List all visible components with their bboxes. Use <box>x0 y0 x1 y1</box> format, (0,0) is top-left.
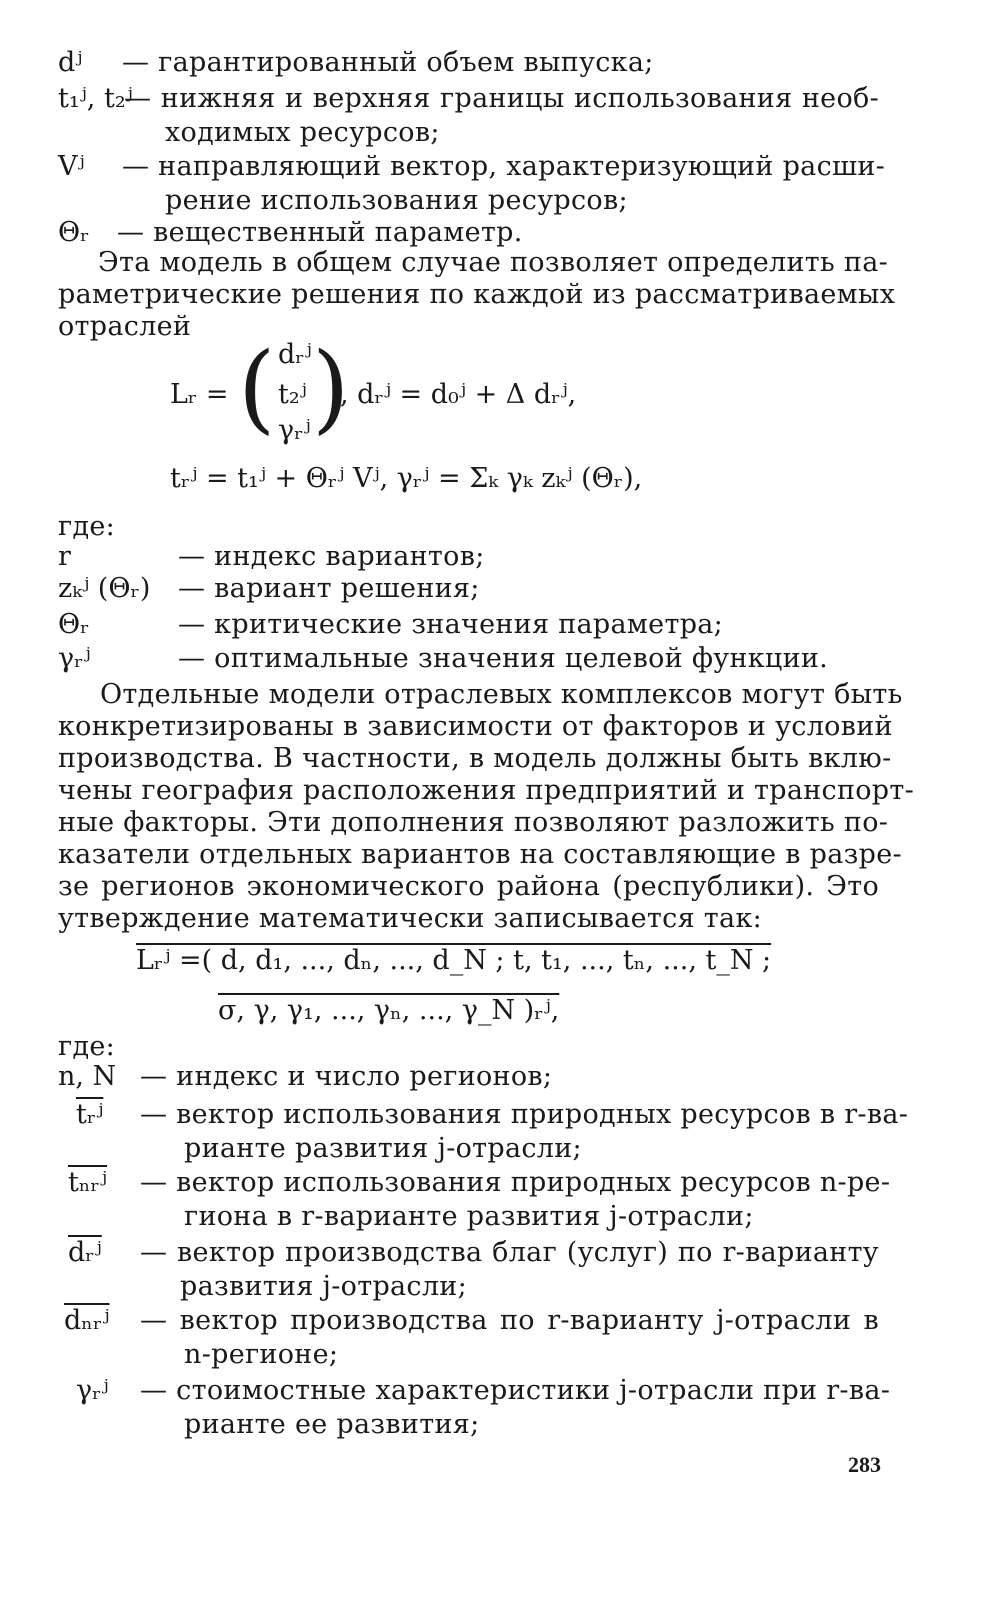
def-text: — вектор использования природных ресурсов n-ре- <box>140 1167 891 1198</box>
where-label: где: <box>58 1031 116 1062</box>
def-symbol: tₙᵣʲ <box>68 1167 108 1198</box>
vector-entry: t₂ʲ <box>278 379 307 410</box>
def-text: — направляющий вектор, характеризующий расши- <box>122 151 886 182</box>
formula-rhs: , dᵣʲ = d₀ʲ + Δ dᵣʲ, <box>340 379 577 410</box>
def-text-cont: ходимых ресурсов; <box>165 117 440 148</box>
def-text-cont: рианте ее развития; <box>184 1409 480 1440</box>
paragraph-line: ные факторы. Эти дополнения позволяют разложить по- <box>58 807 889 838</box>
right-paren: ) <box>312 332 350 444</box>
def-text: — вектор производства по r-варианту j-отрасли в <box>140 1305 879 1336</box>
formula-line: tᵣʲ = t₁ʲ + Θᵣʲ Vʲ, γᵣʲ = Σₖ γₖ zₖʲ (Θᵣ), <box>170 463 643 494</box>
paragraph-line: зе регионов экономического района (республики). Это <box>58 871 879 902</box>
page-number: 283 <box>848 1452 881 1477</box>
def-text: — нижняя и верхняя границы использования необ- <box>124 83 879 114</box>
def-text-cont: гиона в r-варианте развития j-отрасли; <box>184 1201 754 1232</box>
formula-line: σ, γ, γ₁, ..., γₙ, ..., γ_N )ᵣʲ, <box>218 995 560 1026</box>
paragraph-line: производства. В частности, в модель должны быть вклю- <box>58 743 892 774</box>
def-text: — гарантированный объем выпуска; <box>122 47 654 78</box>
def-symbol: Θᵣ <box>58 217 90 248</box>
def-symbol: n, N <box>58 1061 117 1092</box>
formula-line: Lᵣʲ =( d, d₁, ..., dₙ, ..., d_N ; t, t₁, ..., tₙ, ..., t_N ; <box>136 945 772 976</box>
paragraph-line: Эта модель в общем случае позволяет определить па- <box>98 247 889 278</box>
def-text: — вещественный параметр. <box>117 217 523 248</box>
def-text-cont: рение использования ресурсов; <box>165 185 628 216</box>
paragraph-line: казатели отдельных вариантов на составляющие в разре- <box>58 839 902 870</box>
formula-lhs: Lᵣ = <box>170 379 229 410</box>
def-symbol: dₙᵣʲ <box>64 1305 110 1336</box>
paragraph-line: раметрические решения по каждой из рассматриваемых <box>58 279 896 310</box>
vector-entry: dᵣʲ <box>278 339 312 370</box>
def-symbol: t₁ʲ, t₂ʲ <box>58 83 133 114</box>
def-text-cont: развития j-отрасли; <box>180 1271 467 1302</box>
def-text: — вариант решения; <box>178 573 480 604</box>
def-text-cont: рианте развития j-отрасли; <box>184 1133 582 1164</box>
def-symbol: dʲ <box>58 47 83 78</box>
paragraph-line: конкретизированы в зависимости от факторов и условий <box>58 711 893 742</box>
def-symbol: r <box>58 541 71 572</box>
vector-entry: γᵣʲ <box>278 415 311 446</box>
def-text: — критические значения параметра; <box>178 609 724 640</box>
def-text: — оптимальные значения целевой функции. <box>178 643 829 674</box>
where-label: где: <box>58 511 116 542</box>
paragraph-line: утверждение математически записывается так: <box>58 903 763 934</box>
def-text: — стоимостные характеристики j-отрасли при r-ва- <box>140 1375 891 1406</box>
def-text: — вектор производства благ (услуг) по r-варианту <box>140 1237 879 1268</box>
def-symbol: Vʲ <box>58 151 85 182</box>
left-paren: ( <box>238 332 276 444</box>
def-symbol: γᵣʲ <box>58 643 91 674</box>
def-symbol: $\overline{dᵣʲ}$ <box>68 1237 102 1268</box>
def-symbol: Θᵣ <box>58 609 90 640</box>
def-symbol: $\overline{tᵣʲ}$ <box>76 1099 104 1130</box>
def-text: — индекс вариантов; <box>178 541 485 572</box>
paragraph-line: Отдельные модели отраслевых комплексов могут быть <box>100 679 903 710</box>
def-text: — индекс и число регионов; <box>140 1061 553 1092</box>
paragraph-line: отраслей <box>58 311 192 342</box>
def-text-cont: n-регионе; <box>184 1339 339 1370</box>
paragraph-line: чены география расположения предприятий и транспорт- <box>58 775 915 806</box>
def-text: — вектор использования природных ресурсов в r-ва- <box>140 1099 909 1130</box>
def-symbol: γᵣʲ <box>76 1375 109 1406</box>
def-symbol: zₖʲ (Θᵣ) <box>58 573 151 604</box>
